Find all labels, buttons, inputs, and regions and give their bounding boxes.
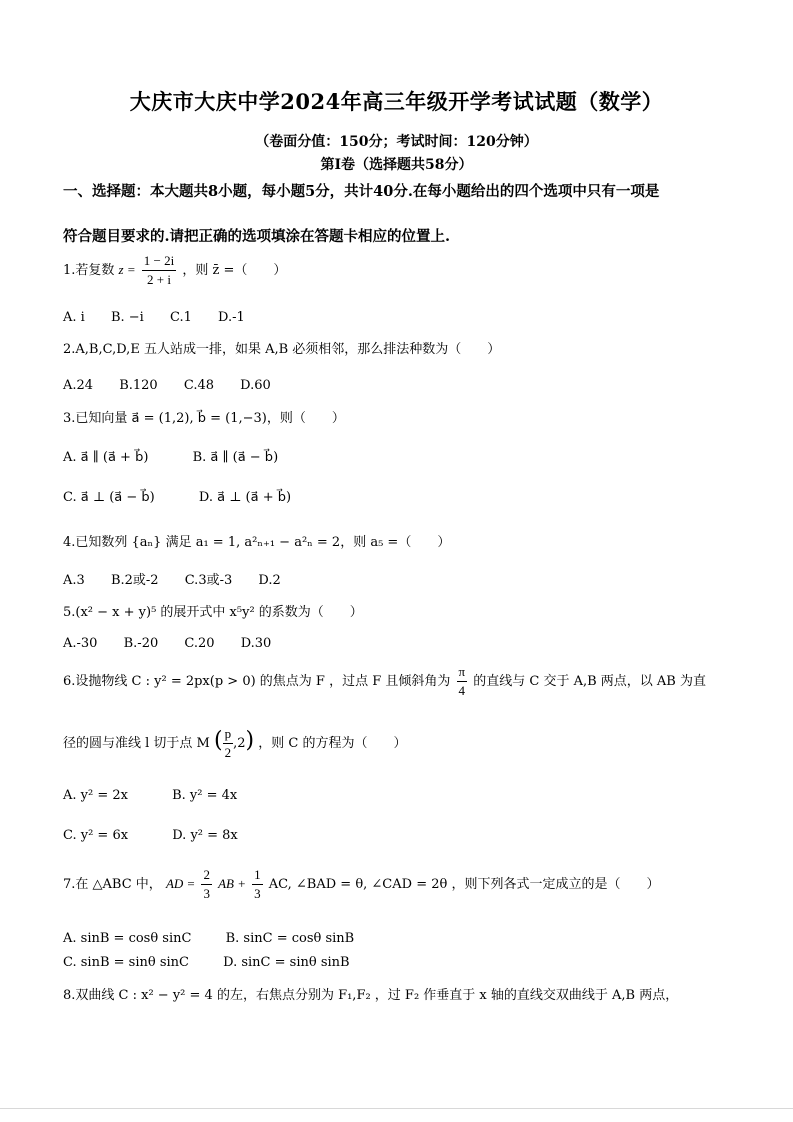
q7-options-row1 [63, 931, 376, 946]
q6-options-row1 [63, 788, 259, 803]
q1-prefix: 1.若复数 [63, 263, 115, 278]
q7-option-a: A. sinB = cosθ sinC [63, 931, 192, 946]
q6-m-num: p [223, 725, 234, 744]
q6-options-row2 [63, 828, 260, 843]
q7-coef2-num: 1 [252, 866, 263, 885]
q4-option-a: A.3 [63, 573, 85, 588]
q7-coef1-num: 2 [201, 866, 212, 885]
q6-angle-num: π [457, 663, 468, 682]
q1-options [63, 310, 267, 325]
q4-option-d: D.2 [258, 573, 281, 588]
question-2: 2.A,B,C,D,E 五人站成一排，如果 A,B 必须相邻，那么排法种数为（ ） [63, 342, 501, 357]
question-6-line2 [63, 725, 406, 762]
section-instructions-line2: 符合题目要求的.请把正确的选项填涂在答题卡相应的位置上. [63, 228, 451, 245]
q2-option-a: A.24 [63, 378, 94, 393]
q7-coef2-den: 3 [254, 886, 261, 901]
q2-options [63, 378, 293, 393]
q5-option-c: C.20 [184, 636, 215, 651]
part-title: 第I卷（选择题共58分） [320, 157, 473, 173]
question-5: 5.(x² − x + y)⁵ 的展开式中 x⁵y² 的系数为（ ） [63, 605, 363, 620]
question-6-line1 [63, 663, 706, 700]
q4-option-b: B.2或-2 [110, 573, 159, 588]
q5-option-a: A.-30 [63, 636, 98, 651]
q6-m-fraction [223, 725, 234, 762]
q4-option-c: C.3或-3 [184, 573, 233, 588]
exam-meta: （卷面分值：150分；考试时间：120分钟） [255, 134, 538, 150]
question-1 [63, 252, 286, 289]
q6-option-c: C. y² = 6x [63, 828, 129, 843]
q6-line2-post: ，则 C 的方程为（ ） [258, 736, 407, 751]
q6-option-d: D. y² = 8x [172, 828, 238, 843]
q1-lhs: z = [118, 262, 136, 277]
q7-options-row2 [63, 955, 372, 970]
q1-frac-den: 2 + i [147, 272, 171, 287]
q6-m-coord: ,2 [233, 736, 246, 751]
q1-option-c: C.1 [169, 310, 192, 325]
q1-suffix: ，则 z̄ =（ ） [182, 263, 287, 278]
q7-vec-ad: AD = [165, 876, 196, 891]
q3-options-row1 [63, 450, 300, 465]
q5-option-b: B.-20 [123, 636, 159, 651]
q1-option-d: D.-1 [218, 310, 245, 325]
q6-m-den: 2 [224, 745, 232, 760]
q6-line2-pre: 径的圆与准线 l 切于点 M [63, 736, 210, 751]
q1-option-b: B. −i [110, 310, 144, 325]
q6-option-b: B. y² = 4x [172, 788, 238, 803]
question-8: 8.双曲线 C : x² − y² = 4 的左，右焦点分别为 F₁,F₂ ，过 F₂ 作垂直于 x 轴的直线交双曲线于 A,B 两点， [63, 988, 679, 1003]
q7-coef2 [252, 866, 263, 903]
q1-fraction [142, 252, 176, 289]
q7-option-b: B. sinC = cosθ sinB [225, 931, 355, 946]
q3-option-a: A. a⃗ ∥ (a⃗ + b⃗) [63, 450, 149, 465]
q7-pre: 7.在 △ABC 中， [63, 877, 162, 892]
question-3: 3.已知向量 a⃗ = (1,2), b⃗ = (1,−3)，则（ ） [63, 411, 345, 426]
q6-pre: 6.设抛物线 C : y² = 2px(p > 0) 的焦点为 F ，过点 F 且倾斜角为 [63, 674, 451, 689]
q7-post: AC, ∠BAD = θ, ∠CAD = 2θ ，则下列各式一定成立的是（ ） [268, 877, 660, 892]
question-7 [63, 866, 659, 903]
q1-option-a: A. i [63, 310, 85, 325]
q3-options-row2 [63, 490, 313, 505]
q3-option-b: B. a⃗ ∥ (a⃗ − b⃗) [192, 450, 279, 465]
q7-option-c: C. sinB = sinθ sinC [63, 955, 189, 970]
q2-option-b: B.120 [119, 378, 158, 393]
q6-angle-den: 4 [458, 683, 466, 698]
q6-paren-open: ( [214, 728, 223, 753]
q1-frac-num: 1 − 2i [142, 252, 176, 271]
q6-paren-close: ) [245, 728, 255, 753]
q4-options [63, 569, 303, 588]
section-instructions-line1: 一、选择题：本大题共8小题，每小题5分，共计40分.在每小题给出的四个选项中只有一项是 [63, 183, 660, 200]
q6-post: 的直线与 C 交于 A,B 两点，以 AB 为直 [473, 674, 706, 689]
q7-mid: AB + [218, 876, 246, 891]
page-bottom-divider [0, 1108, 793, 1109]
q7-coef1 [201, 866, 212, 903]
q7-option-d: D. sinC = sinθ sinB [223, 955, 350, 970]
q7-coef1-den: 3 [203, 886, 210, 901]
question-4: 4.已知数列 {aₙ} 满足 a₁ = 1, a²ₙ₊₁ − a²ₙ = 2，则 a₅ =（ ） [63, 535, 451, 550]
q6-angle-fraction [457, 663, 468, 700]
q5-options [63, 636, 293, 651]
q3-option-d: D. a⃗ ⊥ (a⃗ + b⃗) [198, 490, 292, 505]
q2-option-c: C.48 [183, 378, 215, 393]
q2-option-d: D.60 [240, 378, 271, 393]
page-title: 大庆市大庆中学2024年高三年级开学考试试题（数学） [129, 89, 664, 114]
q5-option-d: D.30 [240, 636, 272, 651]
q3-option-c: C. a⃗ ⊥ (a⃗ − b⃗) [63, 490, 155, 505]
q6-option-a: A. y² = 2x [63, 788, 128, 803]
